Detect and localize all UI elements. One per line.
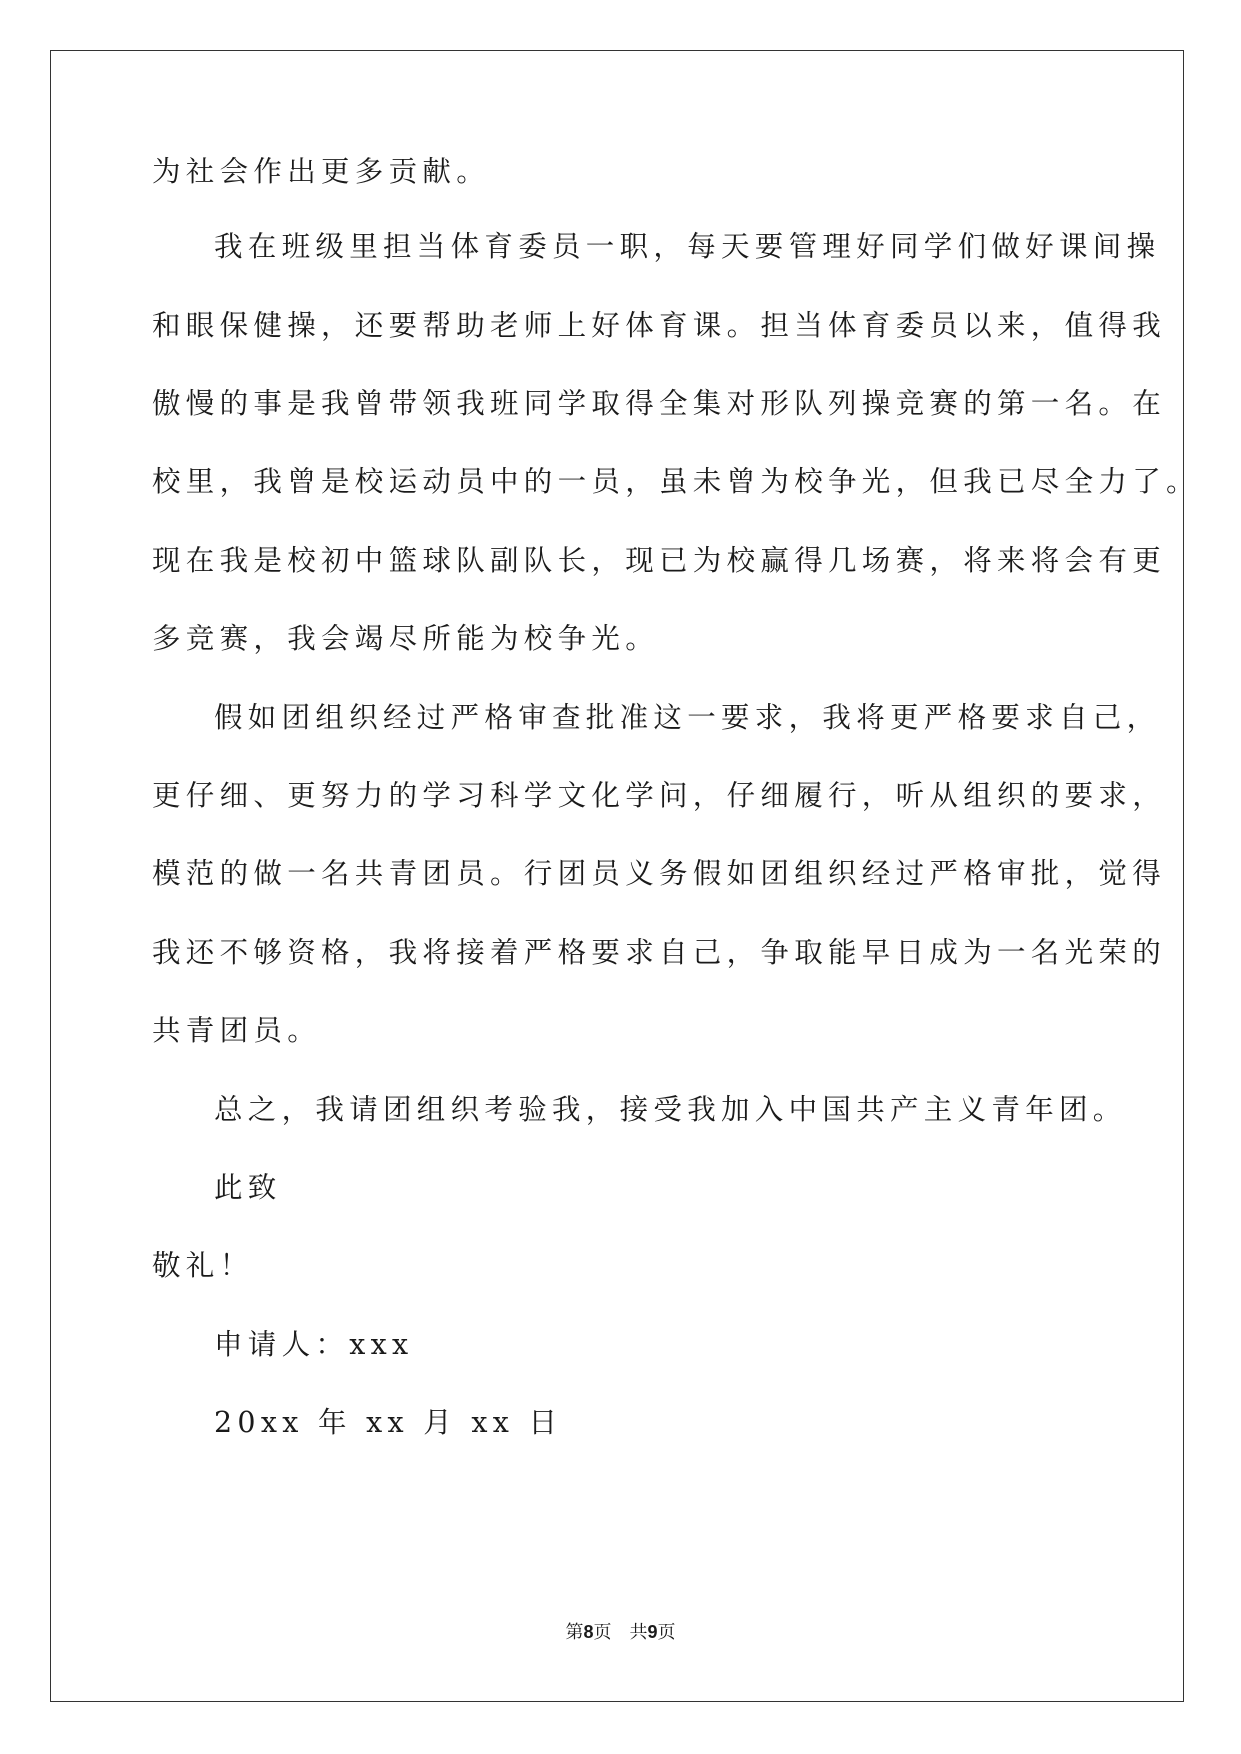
text-line: 我还不够资格，我将接着严格要求自己，争取能早日成为一名光荣的 xyxy=(152,936,1167,969)
text-line: 更仔细、更努力的学习科学文化学问，仔细履行，听从组织的要求， xyxy=(152,779,1167,812)
total-prefix: 共 xyxy=(629,1622,648,1643)
text-line: 傲慢的事是我曾带领我班同学取得全集对形队列操竞赛的第一名。在 xyxy=(152,387,1167,420)
text-line: 此致 xyxy=(214,1171,282,1204)
text-line: 多竞赛，我会竭尽所能为校争光。 xyxy=(152,622,660,655)
text-line: 现在我是校初中篮球队副队长，现已为校赢得几场赛，将来将会有更 xyxy=(152,544,1167,577)
text-line: 为社会作出更多贡献。 xyxy=(152,155,491,188)
page-current: 8 xyxy=(583,1622,594,1642)
page-total: 9 xyxy=(647,1622,658,1642)
text-line: 校里，我曾是校运动员中的一员，虽未曾为校争光，但我已尽全力了。 xyxy=(152,465,1200,498)
text-line: 总之，我请团组织考验我，接受我加入中国共产主义青年团。 xyxy=(214,1093,1127,1126)
text-line: 和眼保健操，还要帮助老师上好体育课。担当体育委员以来，值得我 xyxy=(152,309,1167,342)
text-line: 共青团员。 xyxy=(152,1014,322,1047)
text-line: 假如团组织经过严格审查批准这一要求，我将更严格要求自己， xyxy=(214,701,1161,734)
page-prefix: 第 xyxy=(565,1622,584,1643)
text-line: 敬礼！ xyxy=(152,1249,254,1282)
total-suffix: 页 xyxy=(657,1622,676,1643)
text-line: 模范的做一名共青团员。行团员义务假如团组织经过严格审批，觉得 xyxy=(152,857,1167,890)
signature-applicant: 申请人：xxx xyxy=(214,1328,414,1361)
page-suffix: 页 xyxy=(593,1622,612,1643)
text-line: 我在班级里担当体育委员一职，每天要管理好同学们做好课间操 xyxy=(214,230,1161,263)
page-number-footer xyxy=(0,1620,1241,1645)
signature-date: 20xx 年 xx 月 xx 日 xyxy=(214,1406,563,1439)
